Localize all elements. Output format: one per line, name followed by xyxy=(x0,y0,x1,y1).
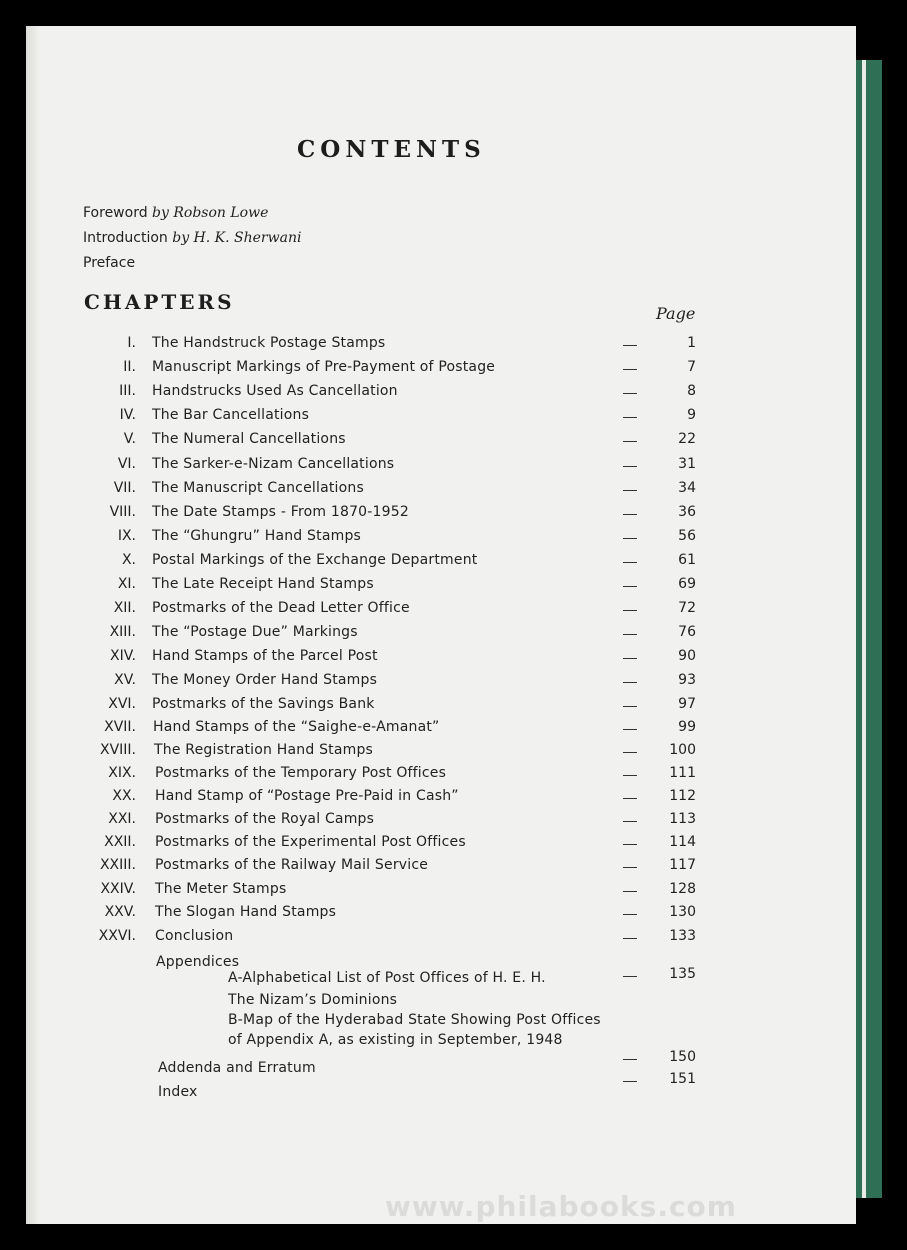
leader-dash xyxy=(623,798,637,799)
leader-dash xyxy=(623,938,637,939)
chapter-row xyxy=(0,834,830,856)
chapter-title: The Handstruck Postage Stamps xyxy=(152,335,386,351)
chapter-number: VII. xyxy=(113,480,136,496)
chapter-row xyxy=(0,359,830,381)
leader-dash xyxy=(623,821,637,822)
chapter-title: The Late Receipt Hand Stamps xyxy=(152,576,374,592)
chapter-title: The Date Stamps - From 1870-1952 xyxy=(152,504,409,520)
chapter-row xyxy=(0,742,830,764)
page-number: 61 xyxy=(678,552,696,568)
chapter-title: The Numeral Cancellations xyxy=(152,431,346,447)
page-number: 93 xyxy=(678,672,696,688)
page-edge xyxy=(862,60,866,1198)
chapter-number: XIII. xyxy=(109,624,136,640)
leader-dash xyxy=(623,562,637,563)
chapter-row xyxy=(0,904,830,926)
chapter-row xyxy=(0,407,830,429)
chapter-title: Hand Stamps of the Parcel Post xyxy=(152,648,378,664)
page-number: 56 xyxy=(678,528,696,544)
chapter-number: XX. xyxy=(112,788,136,804)
chapter-title: The Money Order Hand Stamps xyxy=(152,672,378,688)
page-number: 76 xyxy=(678,624,696,640)
chapter-number: VIII. xyxy=(109,504,136,520)
page-number: 150 xyxy=(669,1049,696,1065)
chapter-title: The Registration Hand Stamps xyxy=(154,742,374,758)
chapter-title: Postmarks of the Railway Mail Service xyxy=(155,857,429,873)
page-number: 22 xyxy=(678,431,696,447)
chapter-row xyxy=(0,431,830,453)
front-matter-author: by H. K. Sherwani xyxy=(172,230,302,246)
chapter-title: The “Postage Due” Markings xyxy=(152,624,358,640)
chapter-title: The Manuscript Cancellations xyxy=(152,480,364,496)
chapter-row xyxy=(0,672,830,694)
page-number: 8 xyxy=(687,383,696,399)
page-number: 34 xyxy=(678,480,696,496)
chapter-title: Postmarks of the Temporary Post Offices xyxy=(155,765,447,781)
leader-dash xyxy=(623,752,637,753)
chapter-title: The “Ghungru” Hand Stamps xyxy=(152,528,362,544)
chapter-number: XXIV. xyxy=(100,881,136,897)
leader-dash xyxy=(623,393,637,394)
chapter-number: XVI. xyxy=(108,696,136,712)
chapter-number: I. xyxy=(127,335,136,351)
chapter-row xyxy=(0,576,830,598)
page-number: 99 xyxy=(678,719,696,735)
front-matter-author: by Robson Lowe xyxy=(152,205,269,221)
chapter-number: VI. xyxy=(117,456,136,472)
page-number: 113 xyxy=(669,811,696,827)
page-number: 90 xyxy=(678,648,696,664)
chapter-number: XVII. xyxy=(104,719,136,735)
leader-dash xyxy=(623,775,637,776)
appendix-a-page-row xyxy=(0,966,830,988)
chapter-row xyxy=(0,765,830,787)
leader-dash xyxy=(623,441,637,442)
leader-dash xyxy=(623,658,637,659)
chapter-number: XI. xyxy=(117,576,136,592)
chapter-row xyxy=(0,648,830,670)
leader-dash xyxy=(623,682,637,683)
leader-dash xyxy=(623,514,637,515)
chapter-row xyxy=(0,857,830,879)
chapter-row xyxy=(0,788,830,810)
chapter-row xyxy=(0,504,830,526)
chapter-number: IV. xyxy=(119,407,136,423)
back-matter-title: Index xyxy=(158,1084,198,1100)
page-number: 1 xyxy=(687,335,696,351)
back-matter-page-row-index xyxy=(0,1071,830,1093)
leader-dash xyxy=(623,844,637,845)
watermark: www.philabooks.com xyxy=(385,1190,737,1223)
appendices-label: Appendices xyxy=(156,954,240,970)
leader-dash xyxy=(623,1059,637,1060)
front-matter-label: Introduction xyxy=(83,230,168,246)
appendix-b-line1: B-Map of the Hyderabad State Showing Post Offices xyxy=(228,1012,601,1028)
chapter-number: V. xyxy=(123,431,136,447)
chapter-row xyxy=(0,383,830,405)
page-number: 97 xyxy=(678,696,696,712)
chapter-title: Postmarks of the Experimental Post Offices xyxy=(155,834,466,850)
leader-dash xyxy=(623,586,637,587)
leader-dash xyxy=(623,1081,637,1082)
page-number: 69 xyxy=(678,576,696,592)
chapter-number: XXIII. xyxy=(99,857,136,873)
chapter-row xyxy=(0,624,830,646)
chapter-title: Conclusion xyxy=(155,928,234,944)
chapter-row xyxy=(0,600,830,622)
chapter-row xyxy=(0,811,830,833)
front-matter-item-introduction xyxy=(83,230,301,246)
back-matter-title: Addenda and Erratum xyxy=(158,1060,316,1076)
page-number: 117 xyxy=(669,857,696,873)
chapter-number: II. xyxy=(123,359,136,375)
chapter-title: The Bar Cancellations xyxy=(152,407,310,423)
leader-dash xyxy=(623,417,637,418)
page-number: 111 xyxy=(669,765,696,781)
chapter-number: III. xyxy=(119,383,136,399)
page-title: CONTENTS xyxy=(297,136,486,163)
page-number: 135 xyxy=(669,966,696,982)
page-number: 128 xyxy=(669,881,696,897)
chapter-number: IX. xyxy=(117,528,136,544)
appendix-a-line1: A-Alphabetical List of Post Offices of H. E. H. xyxy=(228,970,546,986)
chapter-title: Hand Stamps of the “Saighe-e-Amanat” xyxy=(153,719,440,735)
page-column-heading: Page xyxy=(656,304,696,323)
front-matter-item-preface xyxy=(83,255,135,271)
appendix-a-line2: The Nizam’s Dominions xyxy=(228,992,398,1008)
leader-dash xyxy=(623,369,637,370)
chapter-number: X. xyxy=(121,552,136,568)
leader-dash xyxy=(623,538,637,539)
chapter-row xyxy=(0,928,830,950)
chapter-title: The Sarker-e-Nizam Cancellations xyxy=(152,456,395,472)
chapter-title: Manuscript Markings of Pre-Payment of Postage xyxy=(152,359,496,375)
page-number: 114 xyxy=(669,834,696,850)
chapter-row xyxy=(0,696,830,718)
leader-dash xyxy=(623,891,637,892)
page-number: 31 xyxy=(678,456,696,472)
chapter-row xyxy=(0,528,830,550)
chapter-title: Postmarks of the Royal Camps xyxy=(155,811,375,827)
front-matter-item-foreword xyxy=(83,205,268,221)
chapter-number: XXI. xyxy=(108,811,136,827)
chapter-number: XIV. xyxy=(110,648,136,664)
leader-dash xyxy=(623,634,637,635)
chapter-row xyxy=(0,719,830,741)
chapter-row xyxy=(0,881,830,903)
leader-dash xyxy=(623,466,637,467)
chapter-title: Postmarks of the Savings Bank xyxy=(152,696,375,712)
back-matter-page-row-addenda xyxy=(0,1049,830,1071)
chapter-row xyxy=(0,480,830,502)
chapter-row xyxy=(0,456,830,478)
chapter-row xyxy=(0,335,830,357)
appendix-b-line2: of Appendix A, as existing in September, 1948 xyxy=(228,1032,563,1048)
front-matter-label: Foreword xyxy=(83,205,148,221)
chapter-number: XVIII. xyxy=(99,742,136,758)
chapter-title: The Slogan Hand Stamps xyxy=(155,904,337,920)
leader-dash xyxy=(623,490,637,491)
chapter-title: Handstrucks Used As Cancellation xyxy=(152,383,398,399)
leader-dash xyxy=(623,345,637,346)
page-number: 72 xyxy=(678,600,696,616)
leader-dash xyxy=(623,706,637,707)
chapter-row xyxy=(0,552,830,574)
chapter-title: Hand Stamp of “Postage Pre-Paid in Cash” xyxy=(155,788,459,804)
leader-dash xyxy=(623,914,637,915)
chapter-number: XXII. xyxy=(104,834,136,850)
leader-dash xyxy=(623,729,637,730)
page-number: 9 xyxy=(687,407,696,423)
chapter-number: XXV. xyxy=(104,904,136,920)
leader-dash xyxy=(623,610,637,611)
chapter-number: XXVI. xyxy=(98,928,136,944)
page-number: 133 xyxy=(669,928,696,944)
chapters-heading: CHAPTERS xyxy=(84,290,235,314)
page-number: 100 xyxy=(669,742,696,758)
book-cover-edge xyxy=(856,60,882,1198)
page-number: 7 xyxy=(687,359,696,375)
chapter-number: XV. xyxy=(114,672,136,688)
chapter-title: Postmarks of the Dead Letter Office xyxy=(152,600,410,616)
page-number: 112 xyxy=(669,788,696,804)
front-matter-label: Preface xyxy=(83,255,136,271)
chapter-title: The Meter Stamps xyxy=(155,881,287,897)
page-number: 36 xyxy=(678,504,696,520)
page-number: 151 xyxy=(669,1071,696,1087)
chapter-number: XII. xyxy=(113,600,136,616)
leader-dash xyxy=(623,867,637,868)
chapter-title: Postal Markings of the Exchange Department xyxy=(152,552,478,568)
chapter-number: XIX. xyxy=(108,765,136,781)
leader-dash xyxy=(623,976,637,977)
page-number: 130 xyxy=(669,904,696,920)
